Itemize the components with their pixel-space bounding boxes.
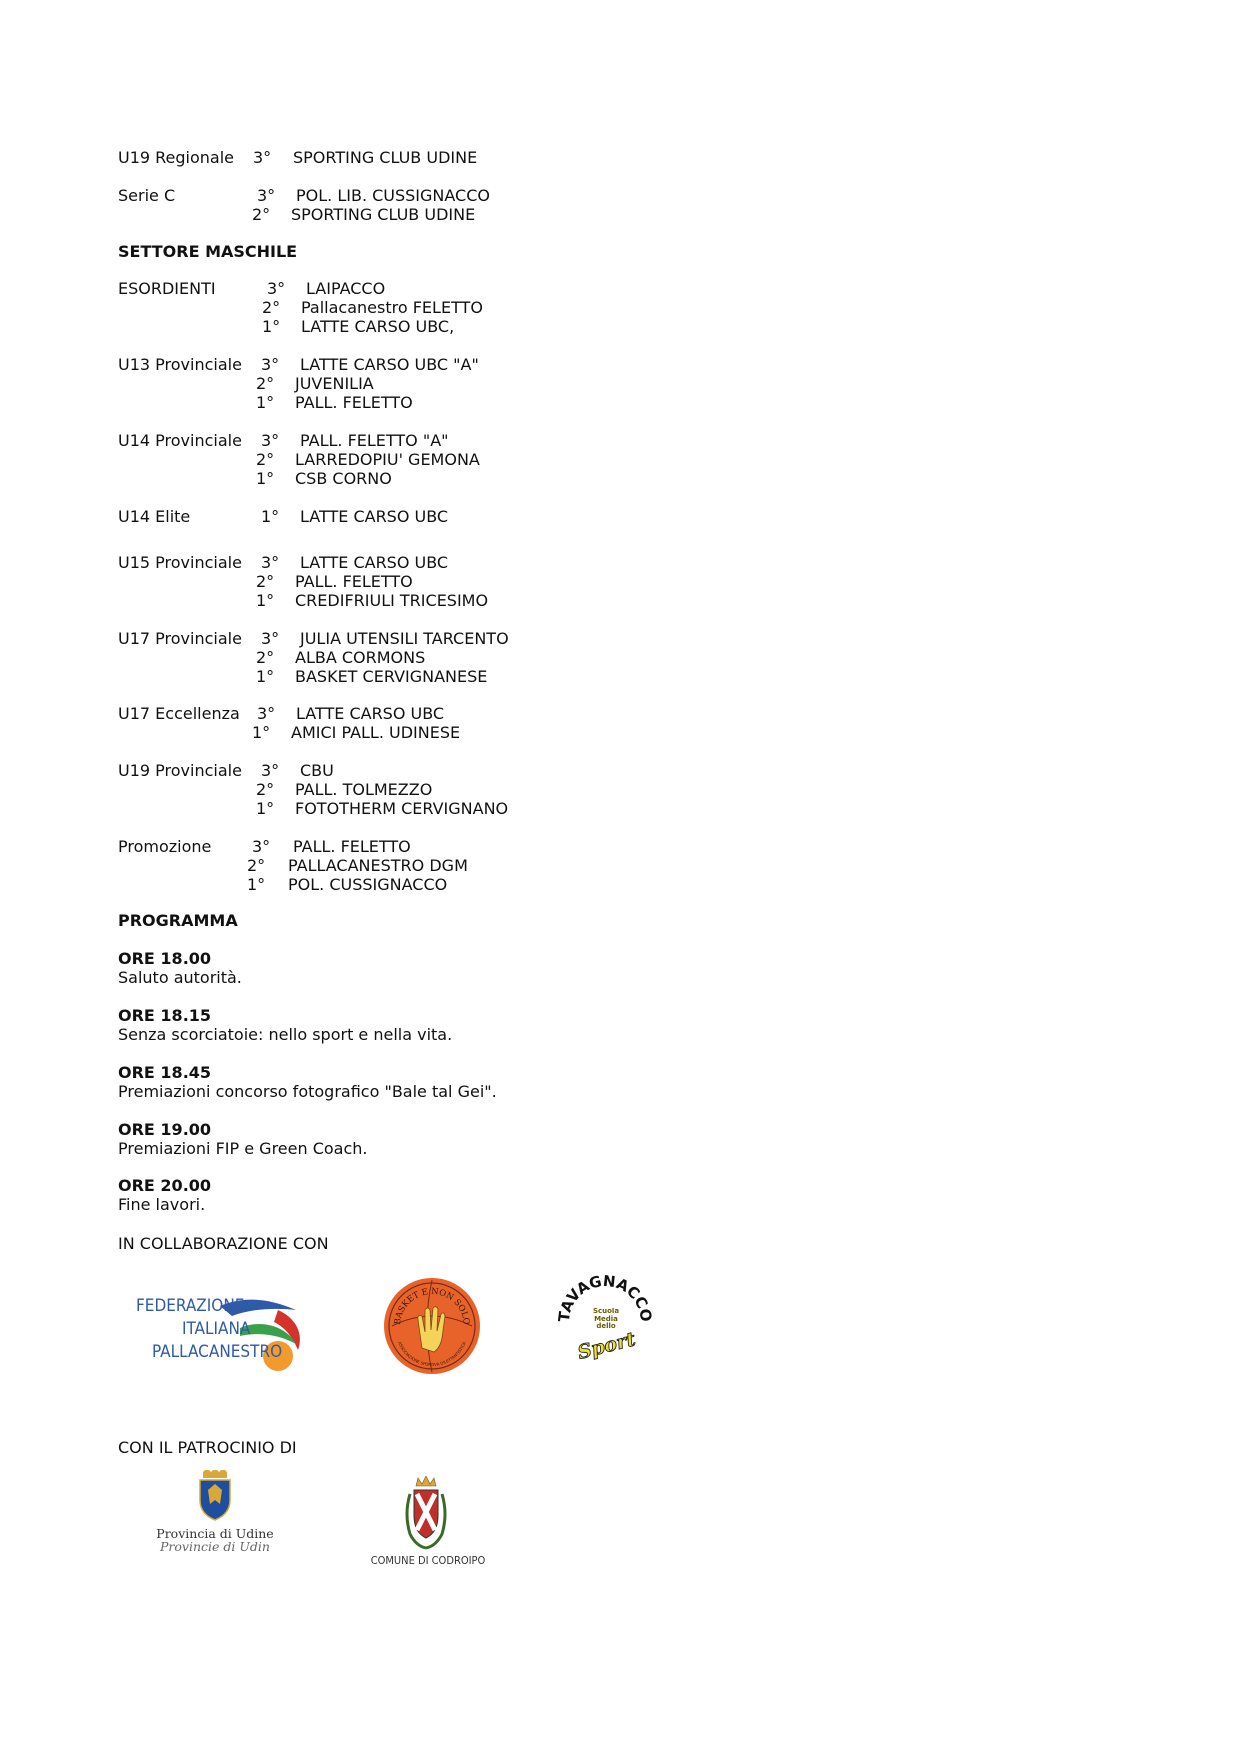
result-team: LATTE CARSO UBC (300, 507, 449, 526)
result-category: Serie C (118, 186, 176, 205)
result-category: U19 Regionale (118, 148, 235, 167)
program-time: ORE 18.00 (118, 949, 212, 968)
provincia-line2-text: Provincie di Udin (160, 1539, 270, 1554)
result-position: 2° (262, 298, 281, 317)
result-position: 2° (256, 780, 275, 799)
result-category: ESORDIENTI (118, 279, 216, 298)
result-team: LATTE CARSO UBC, (301, 317, 455, 336)
result-position: 1° (247, 875, 266, 894)
result-team: FOTOTHERM CERVIGNANO (295, 799, 509, 818)
result-team: Pallacanestro FELETTO (301, 298, 483, 317)
result-position: 1° (256, 393, 275, 412)
result-category: U17 Provinciale (118, 629, 242, 648)
result-team: LAIPACCO (306, 279, 386, 298)
result-position: 3° (261, 629, 280, 648)
result-team: CREDIFRIULI TRICESIMO (295, 591, 489, 610)
result-team: LATTE CARSO UBC (300, 553, 449, 572)
result-position: 3° (267, 279, 286, 298)
result-team: LARREDOPIU' GEMONA (295, 450, 480, 469)
fip-line2: ITALIANA (182, 1319, 251, 1339)
result-position: 3° (257, 704, 276, 723)
program-time: ORE 19.00 (118, 1120, 212, 1139)
result-position: 3° (261, 355, 280, 374)
result-position: 3° (253, 148, 272, 167)
result-category: U13 Provinciale (118, 355, 242, 374)
result-team: PALL. FELETTO (293, 837, 411, 856)
tavagnacco-sport-text: Sport (575, 1328, 638, 1364)
result-team: SPORTING CLUB UDINE (293, 148, 478, 167)
result-position: 1° (262, 317, 281, 336)
result-position: 2° (256, 648, 275, 667)
result-team: POL. LIB. CUSSIGNACCO (296, 186, 490, 205)
result-position: 1° (261, 507, 280, 526)
section-heading-male: SETTORE MASCHILE (118, 242, 298, 261)
result-position: 2° (256, 572, 275, 591)
result-team: PALL. FELETTO "A" (300, 431, 449, 450)
fip-line3: PALLACANESTRO (152, 1342, 283, 1362)
basket-e-non-solo-logo (382, 1276, 482, 1376)
result-position: 1° (256, 591, 275, 610)
result-position: 3° (257, 186, 276, 205)
result-category: U17 Eccellenza (118, 704, 240, 723)
provincia-udine-logo (150, 1470, 280, 1556)
result-position: 2° (252, 205, 271, 224)
program-description: Saluto autorità. (118, 968, 242, 987)
result-team: PALL. FELETTO (295, 572, 413, 591)
result-category: U14 Elite (118, 507, 191, 526)
collaboration-heading: IN COLLABORAZIONE CON (118, 1234, 329, 1253)
result-team: CSB CORNO (295, 469, 392, 488)
patronage-heading: CON IL PATROCINIO DI (118, 1438, 297, 1457)
result-team: PALLACANESTRO DGM (288, 856, 468, 875)
result-category: U19 Provinciale (118, 761, 242, 780)
comune-line1-text: COMUNE DI CODROIPO (370, 1554, 486, 1566)
tavagnacco-mid-text: Scuola Media dello (592, 1308, 620, 1330)
result-team: LATTE CARSO UBC (296, 704, 445, 723)
result-position: 3° (252, 837, 271, 856)
program-time: ORE 18.15 (118, 1006, 212, 1025)
comune-codroipo-logo (364, 1476, 494, 1566)
result-team: ALBA CORMONS (295, 648, 426, 667)
result-team: POL. CUSSIGNACCO (288, 875, 448, 894)
result-position: 1° (252, 723, 271, 742)
result-team: SPORTING CLUB UDINE (291, 205, 476, 224)
program-description: Premiazioni concorso fotografico "Bale tal Gei". (118, 1082, 497, 1101)
fip-logo (128, 1288, 308, 1372)
result-position: 1° (256, 799, 275, 818)
result-team: PALL. FELETTO (295, 393, 413, 412)
result-team: PALL. TOLMEZZO (295, 780, 433, 799)
result-team: AMICI PALL. UDINESE (291, 723, 461, 742)
tavagnacco-logo (555, 1272, 655, 1372)
result-position: 1° (256, 667, 275, 686)
basket-bottom-text: ASSOCIAZIONE SPORTIVA DILETTANTISTICA (397, 1341, 467, 1368)
program-time: ORE 20.00 (118, 1176, 212, 1195)
result-team: JULIA UTENSILI TARCENTO (300, 629, 509, 648)
result-position: 1° (256, 469, 275, 488)
result-team: CBU (300, 761, 334, 780)
result-team: BASKET CERVIGNANESE (295, 667, 488, 686)
program-description: Fine lavori. (118, 1195, 206, 1214)
result-position: 2° (256, 374, 275, 393)
result-position: 3° (261, 431, 280, 450)
result-category: Promozione (118, 837, 212, 856)
tavagnacco-arc-text: TAVAGNACCO (555, 1272, 655, 1323)
basket-top-text: BASKET E NON SOLO (392, 1286, 472, 1326)
result-position: 2° (256, 450, 275, 469)
result-team: JUVENILIA (295, 374, 374, 393)
provincia-line1-text: Provincia di Udine (156, 1526, 274, 1541)
result-team: LATTE CARSO UBC "A" (300, 355, 479, 374)
program-time: ORE 18.45 (118, 1063, 212, 1082)
result-position: 3° (261, 761, 280, 780)
section-heading-program: PROGRAMMA (118, 911, 238, 930)
program-description: Premiazioni FIP e Green Coach. (118, 1139, 368, 1158)
result-position: 2° (247, 856, 266, 875)
result-category: U14 Provinciale (118, 431, 242, 450)
result-category: U15 Provinciale (118, 553, 242, 572)
fip-line1: FEDERAZIONE (136, 1296, 245, 1316)
program-description: Senza scorciatoie: nello sport e nella vita. (118, 1025, 453, 1044)
result-position: 3° (261, 553, 280, 572)
